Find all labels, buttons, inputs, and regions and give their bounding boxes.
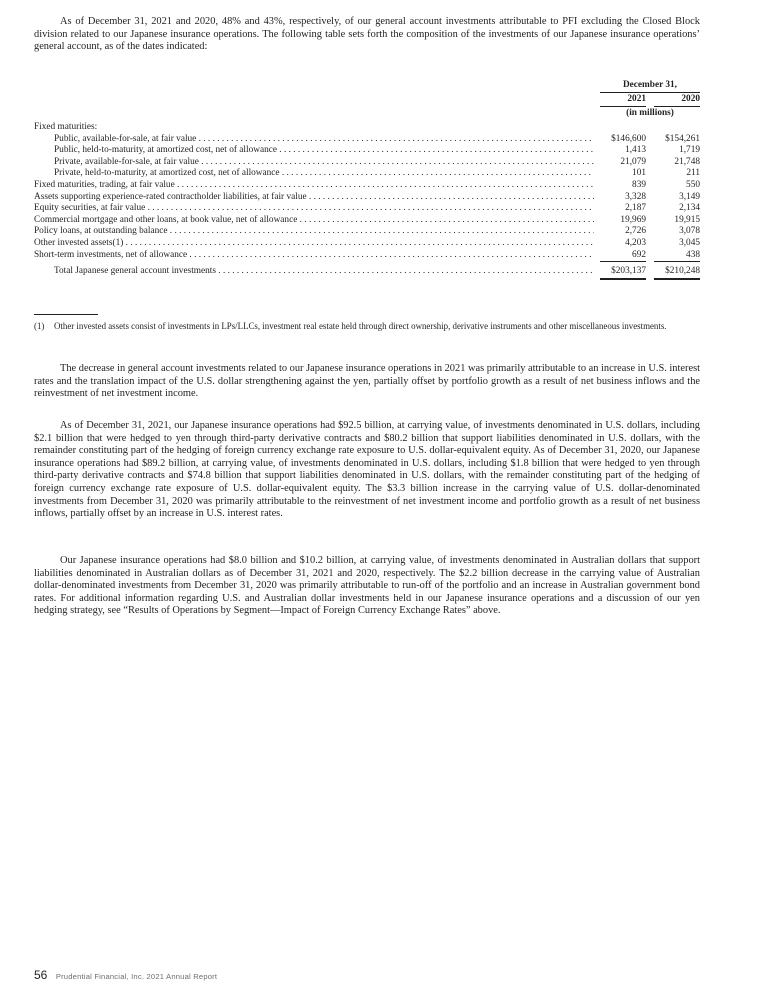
table-row [34,168,700,180]
table-header-period-row [34,80,700,94]
row-label: Fixed maturities, trading, at fair value . . . [34,180,594,192]
value-2020: 19,915 [674,214,700,225]
row-label: Assets supporting experience-rated contractholder liabilities, at fair value . . . [34,192,594,204]
row-label: Commercial mortgage and other loans, at book value, net of allowance . . . [34,215,594,227]
table-row [34,134,700,146]
intro-paragraph: As of December 31, 2021 and 2020, 48% and 43%, respectively, of our general account investments attributable to PFI excluding the Closed Block division related to our Japanese insurance operations. The following table sets forth the composition of the investments of our Japanese insurance operations’ general account, as of the dates indicated: [34,16,700,53]
row-label: Equity securities, at fair value . . . [34,203,594,215]
value-2020: 3,078 [679,226,700,237]
aud-investments-paragraph: Our Japanese insurance operations had $8.0 billion and $10.2 billion, at carrying value, of investments denominated in Australian dollars that support liabilities denominated in Australian dollars as of December 31, 2021 and 2020, respectively. The $2.2 billion decrease in the carrying value of Australian dollar-denominated investments from December 31, 2020 was primarily attributable to run-off of the portfolio and an increase in Australian government bond rates. For additional information regarding U.S. and Australian dollar investments held in our Japanese insurance operations and a discussion of our yen hedging strategy, see “Results of Operations by Segment—Impact of Foreign Currency Exchange Rates” above. [34,555,700,617]
row-label: Other invested assets(1) . . . [34,238,594,250]
row-label: Short-term investments, net of allowance . . . [34,250,594,262]
footnote [34,321,700,332]
footnote-mark: (1) [34,321,45,331]
table-row [34,238,700,250]
value-2021: 101 [632,168,646,179]
value-2021: 2,726 [625,226,646,237]
value-2021: 4,203 [625,237,646,248]
value-2021: 692 [600,250,646,263]
footnote-text: Other invested assets consist of investments in LPs/LLCs, investment real estate held through direct ownership, derivative instruments and other miscellaneous investments. [54,321,667,331]
investments-table [34,80,700,278]
total-2021: $203,137 [600,266,646,280]
page-footer [34,966,217,984]
table-header-years-row [34,94,700,108]
column-header-2021: 2021 [600,94,646,107]
value-2020: 21,748 [674,156,700,167]
table-row [34,192,700,204]
value-2021: $146,600 [611,133,646,144]
units-header: (in millions) [626,108,674,118]
page-number: 56 [34,968,48,982]
usd-investments-paragraph: As of December 31, 2021, our Japanese insurance operations had $92.5 billion, at carrying value, of investments denominated in U.S. dollars, including $2.1 billion that were hedged to yen through third-party derivative contracts and $80.2 billion that support liabilities denominated in U.S. dollars, with the remainder constituting part of the hedging of foreign currency exchange rate exposure to U.S. dollar-equivalent equity. As of December 31, 2020, our Japanese insurance operations had $89.2 billion, at carrying value, of investments denominated in U.S. dollars, including $1.8 billion that were hedged to yen through third-party derivative contracts and $74.8 billion that support liabilities denominated in U.S. dollars, with the remainder constituting part of the hedging of foreign currency exchange rate exposure of U.S. dollar-equivalent equity. The $3.3 billion increase in the carrying value of U.S. dollar-denominated investments from December 31, 2020 was primarily attributable to the reinvestment of net investment income and portfolio growth as a result of net business inflows, partially offset by an increase in U.S. interest rates. [34,420,700,520]
section-label: Fixed maturities: [34,122,98,132]
row-label: Private, held-to-maturity, at amortized cost, net of allowance . . . [54,168,594,180]
row-label: Public, available-for-sale, at fair value . . . [54,134,594,146]
total-row [34,266,700,278]
table-row [34,203,700,215]
section-row-fixed-maturities [34,122,700,134]
table-row [34,226,700,238]
value-2021: 19,969 [620,214,646,225]
table-row [34,145,700,157]
table-row [34,215,700,227]
total-label: Total Japanese general account investments . . . [54,266,594,278]
value-2020: 438 [654,250,700,263]
value-2020: 1,719 [679,145,700,156]
value-2020: 3,045 [679,237,700,248]
value-2021: 2,187 [625,203,646,214]
table-header-units-row [34,108,700,122]
value-2021: 21,079 [620,156,646,167]
table-row [34,180,700,192]
total-2020: $210,248 [654,266,700,280]
column-header-2020: 2020 [654,94,700,107]
table-row [34,157,700,169]
decrease-paragraph: The decrease in general account investments related to our Japanese insurance operations in 2021 was primarily attributable to an increase in U.S. interest rates and the translation impact of the U.S. dollar strengthening against the yen, partially offset by portfolio growth as a result of net business inflows and the reinvestment of net investment income. [34,363,700,400]
value-2021: 839 [632,179,646,190]
footnote-divider [34,314,98,315]
value-2020: 211 [686,168,700,179]
period-header: December 31, [600,80,700,93]
value-2020: 2,134 [679,203,700,214]
report-source: Prudential Financial, Inc. 2021 Annual Report [55,972,218,981]
value-2020: $154,261 [665,133,700,144]
row-label: Policy loans, at outstanding balance . . . [34,226,594,238]
value-2020: 3,149 [679,191,700,202]
value-2020: 550 [686,179,700,190]
value-2021: 1,413 [625,145,646,156]
row-label: Private, available-for-sale, at fair value . . . [54,157,594,169]
value-2021: 3,328 [625,191,646,202]
row-label: Public, held-to-maturity, at amortized cost, net of allowance . . . [54,145,594,157]
table-row [34,250,700,262]
